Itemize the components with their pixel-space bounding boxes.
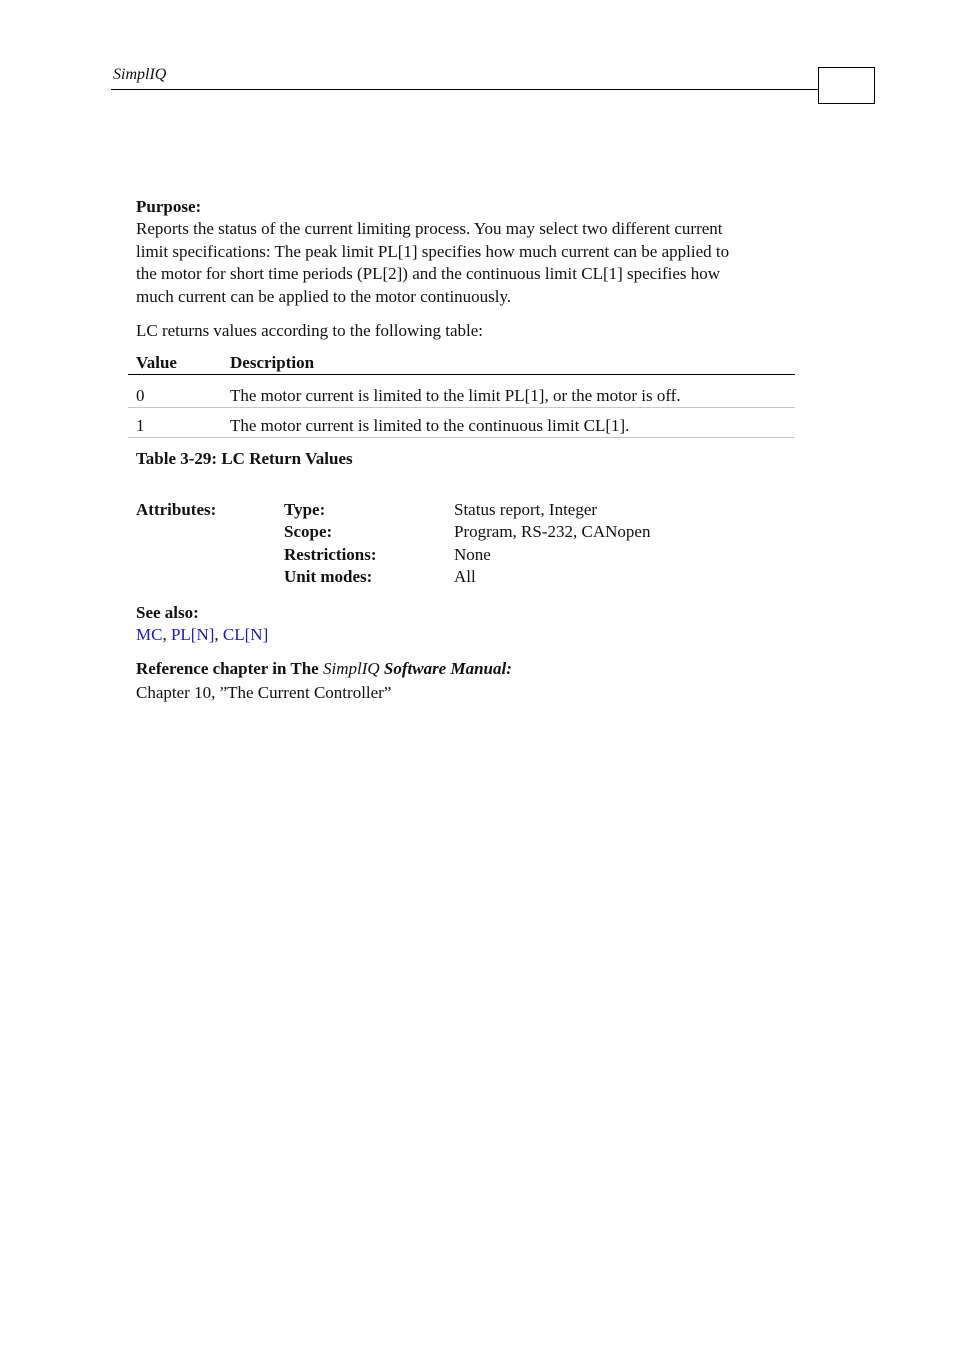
attribute-value-restrictions: None — [454, 545, 491, 564]
purpose-line: Reports the status of the current limiting process. You may select two different current — [136, 219, 723, 238]
table-cell-description: The motor current is limited to the limit PL[1], or the motor is off. — [230, 386, 681, 405]
table-header-rule — [128, 374, 795, 375]
attribute-key-unit-modes: Unit modes: — [284, 567, 373, 586]
see-also-links — [136, 624, 268, 647]
attribute-key-restrictions: Restrictions: — [284, 545, 377, 564]
see-also-heading: See also: — [136, 603, 199, 622]
header-title: SimplIQ — [113, 66, 167, 83]
link-separator: , — [214, 625, 223, 644]
reference-heading-product: SimplIQ — [322, 659, 380, 678]
header-rule — [111, 89, 819, 90]
link-separator: , — [162, 625, 171, 644]
attribute-key-type: Type: — [284, 500, 326, 519]
attribute-value-type: Status report, Integer — [454, 500, 598, 519]
table-header-description: Description — [230, 353, 315, 372]
table-cell-value: 1 — [136, 416, 145, 435]
intro-text: LC returns values according to the following table: — [136, 321, 483, 340]
table-row-rule — [128, 407, 795, 408]
reference-text: Chapter 10, ”The Current Controller” — [136, 683, 392, 702]
purpose-line: limit specifications: The peak limit PL[1] specifies how much current can be applied to — [136, 241, 730, 261]
table-header-value: Value — [136, 353, 177, 372]
reference-heading — [136, 658, 512, 681]
purpose-heading: Purpose: — [136, 197, 202, 216]
reference-heading-prefix: Reference chapter in The — [136, 659, 323, 678]
link-cl[interactable]: CL[N] — [222, 625, 269, 644]
purpose-line: much current can be applied to the motor continuously. — [136, 286, 512, 306]
reference-heading-suffix: Software Manual: — [379, 659, 512, 678]
purpose-paragraph — [136, 218, 798, 308]
link-mc[interactable]: MC — [136, 625, 163, 644]
purpose-line: the motor for short time periods (PL[2]) and the continuous limit CL[1] specifies how — [136, 264, 721, 283]
table-cell-description: The motor current is limited to the continuous limit CL[1]. — [230, 416, 630, 435]
table-cell-value: 0 — [136, 386, 145, 405]
link-pl[interactable]: PL[N] — [170, 625, 215, 644]
attribute-key-scope: Scope: — [284, 522, 333, 541]
attribute-value-scope: Program, RS-232, CANopen — [454, 522, 651, 541]
table-caption: Table 3-29: LC Return Values — [136, 449, 353, 468]
table-row-rule — [128, 437, 795, 438]
attributes-label: Attributes: — [136, 500, 217, 519]
attribute-value-unit-modes: All — [454, 567, 476, 586]
page-number-box — [818, 67, 875, 104]
